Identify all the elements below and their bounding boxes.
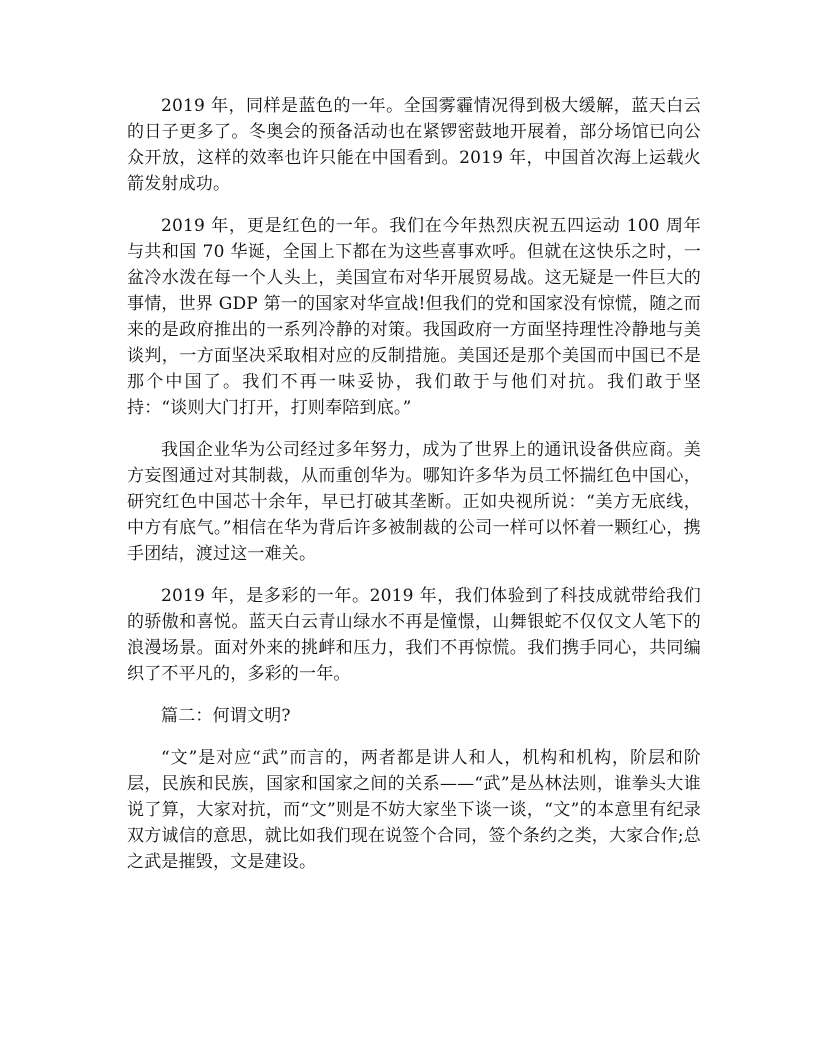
section-heading: 篇二：何谓文明? bbox=[161, 706, 291, 726]
paragraph-huawei: 我国企业华为公司经过多年努力，成为了世界上的通讯设备供应商。美方妄图通过对其制裁，从而重创华为。哪知许多华为员工怀揣红色中国心，研究红色中国芯十余年，早已打破其垄断。正如央视所说：“美方无底线，中方有底气。”相信在华为背后许多被制裁的公司一样可以怀着一颗红心，携手团结，渡过这一难关。 bbox=[127, 440, 701, 564]
document-body bbox=[127, 93, 701, 891]
paragraph-blue-year: 2019 年，同样是蓝色的一年。全国雾霾情况得到极大缓解，蓝天白云的日子更多了。冬奥会的预备活动也在紧锣密鼓地开展着，部分场馆已向公众开放，这样的效率也许只能在中国看到。2019 年，中国首次海上运载火箭发射成功。 bbox=[127, 96, 701, 194]
paragraph-colorful-year: 2019 年，是多彩的一年。2019 年，我们体验到了科技成就带给我们的骄傲和喜悦。蓝天白云青山绿水不再是憧憬，山舞银蛇不仅仅文人笔下的浪漫场景。面对外来的挑衅和压力，我们不再惊慌。我们携手同心，共同编织了不平凡的，多彩的一年。 bbox=[127, 586, 701, 684]
paragraph-red-year: 2019 年，更是红色的一年。我们在今年热烈庆祝五四运动 100 周年与共和国 70 华诞，全国上下都在为这些喜事欢呼。但就在这快乐之时，一盆冷水泼在每一个人头上，美国宣布对华开展贸易战。这无疑是一件巨大的事情，世界 GDP 第一的国家对华宣战!但我们的党和国家没有惊慌，随之而来的是政府推出的一系列冷静的对策。我国政府一方面坚持理性冷静地与美谈判，一方面坚决采取相对应的反制措施。美国还是那个美国而中国已不是那个中国了。我们不再一味妥协，我们敢于与他们对抗。我们敢于坚持：“谈则大门打开，打则奉陪到底。” bbox=[127, 216, 701, 418]
paragraph-civilization: “文”是对应“武”而言的，两者都是讲人和人，机构和机构，阶层和阶层，民族和民族，国家和国家之间的关系——“武”是丛林法则，谁拳头大谁说了算，大家对抗，而“文”则是不妨大家坐下谈一谈，“文”的本意里有纪录双方诚信的意思，就比如我们现在说签个合同，签个条约之类，大家合作;总之武是摧毁，文是建设。 bbox=[127, 748, 701, 872]
